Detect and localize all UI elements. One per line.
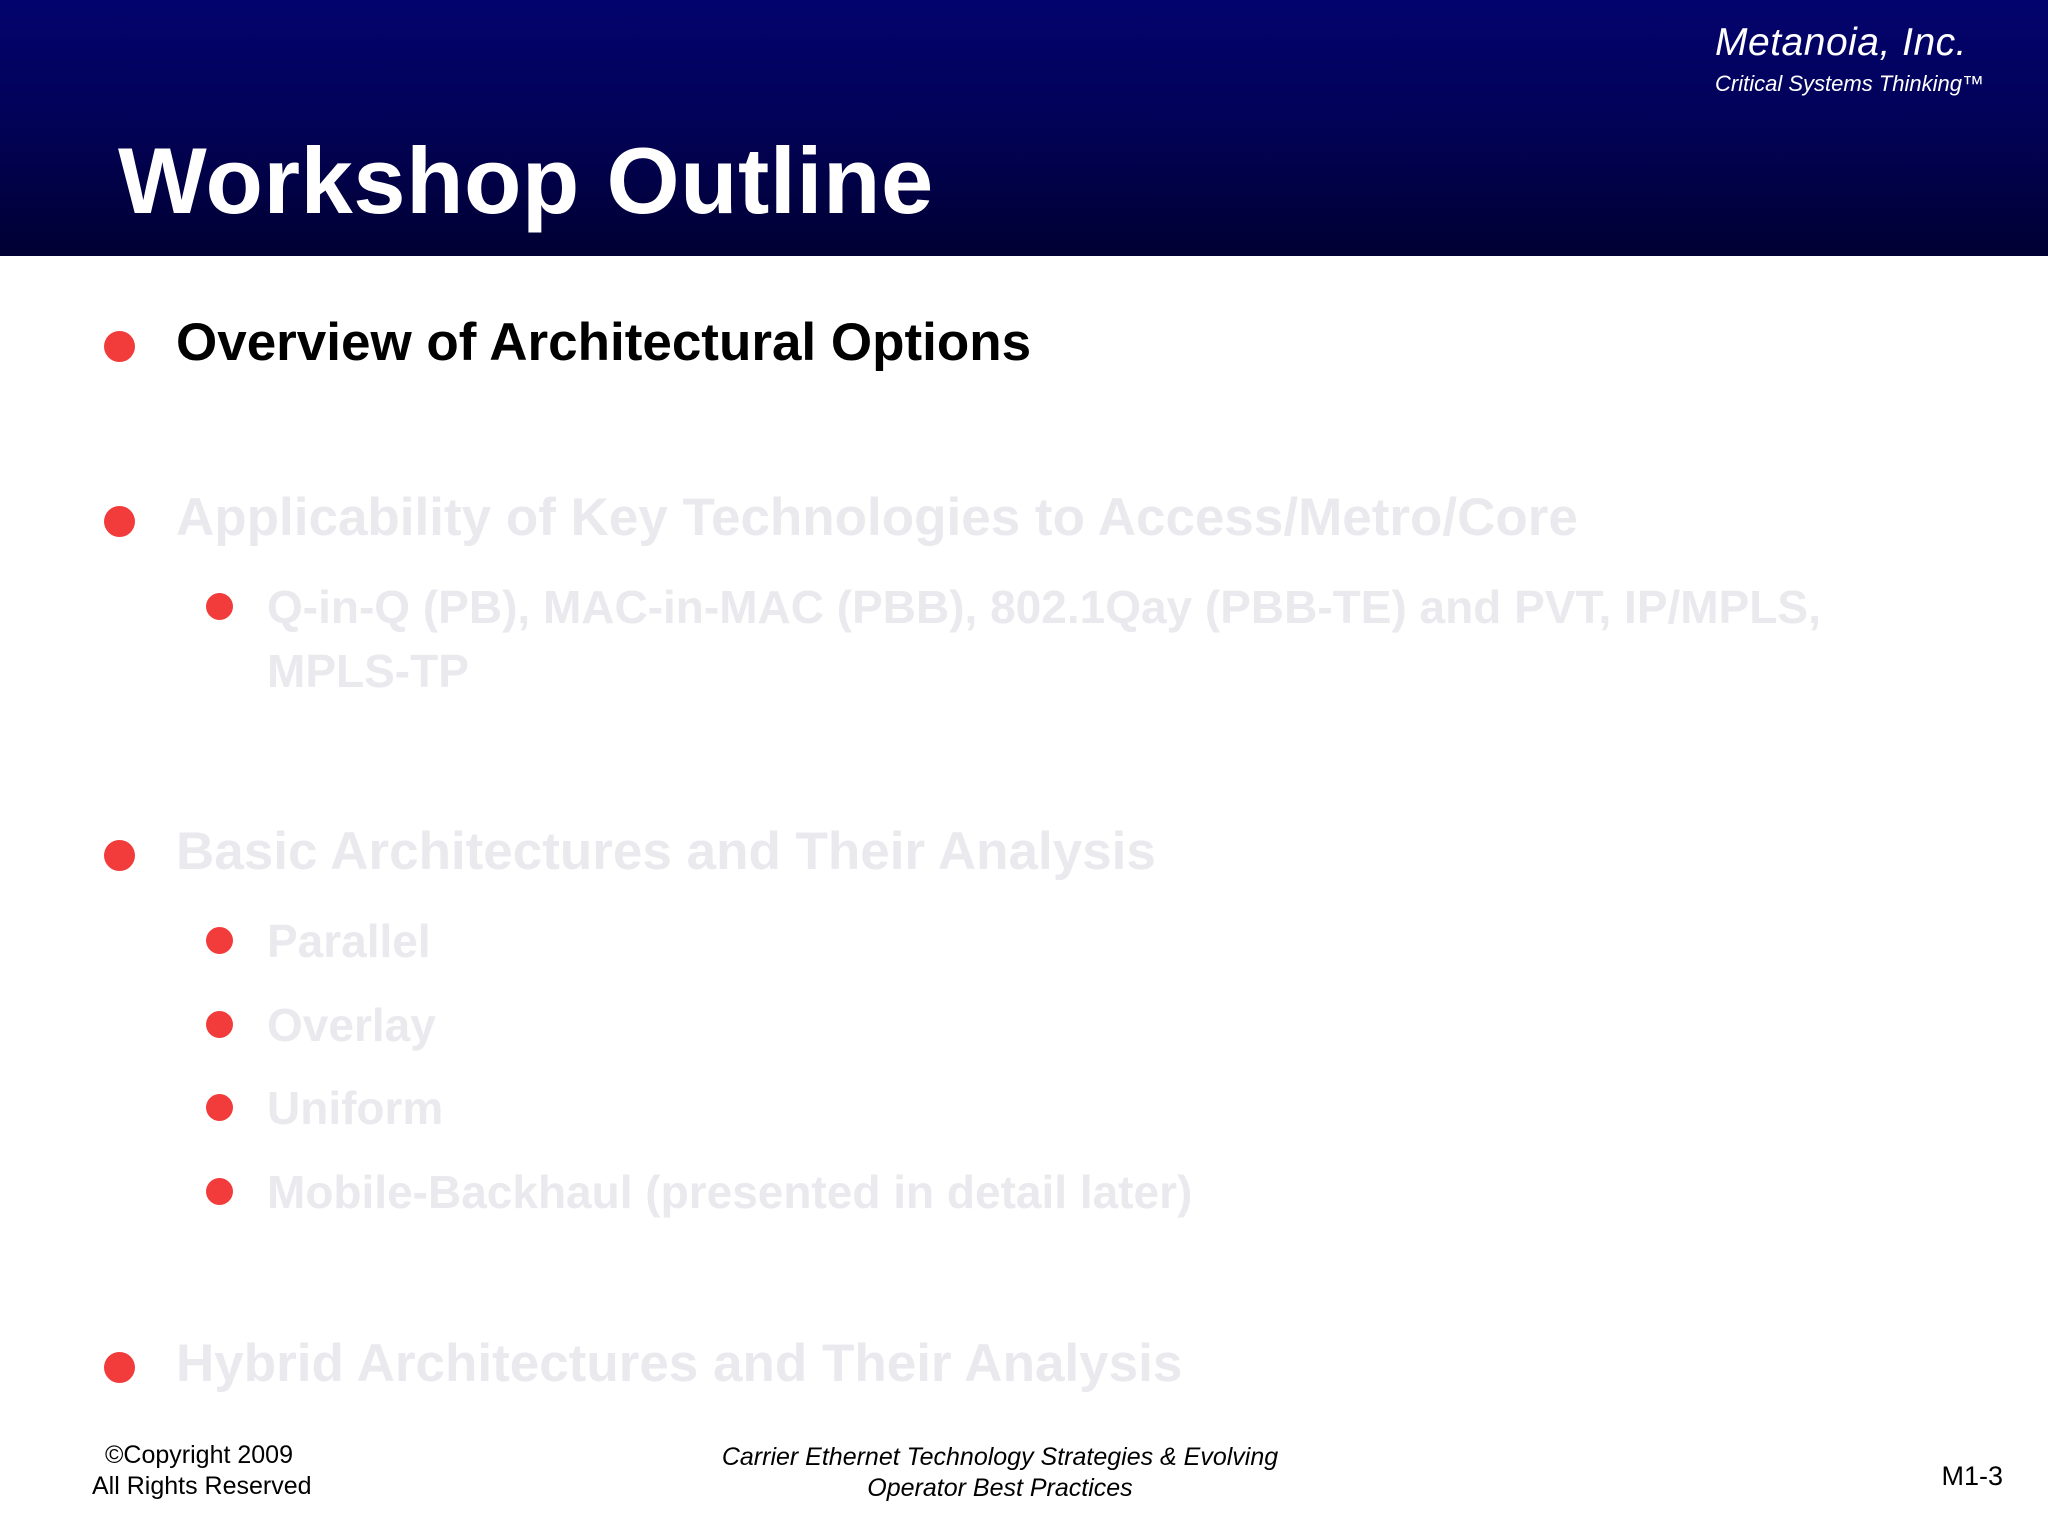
bullet-icon: [104, 506, 135, 537]
outline-item-text: Basic Architectures and Their Analysis: [176, 822, 1156, 881]
slide-header: [0, 0, 2048, 256]
footer-copyright: [92, 1440, 312, 1502]
bullet-icon: [206, 927, 233, 954]
bullet-icon: [206, 1094, 233, 1121]
company-tagline: Critical Systems Thinking™: [1715, 71, 1984, 96]
outline-item-text: Overview of Architectural Options: [176, 313, 1032, 372]
company-name: Metanoia, Inc.: [1715, 21, 1968, 64]
outline-item-text-continued: MPLS-TP: [267, 645, 469, 697]
bullet-icon: [104, 840, 135, 871]
outline-item-text: Q-in-Q (PB), MAC-in-MAC (PBB), 802.1Qay (PBB-TE) and PVT, IP/MPLS,: [267, 581, 1821, 633]
bullet-icon: [104, 1352, 135, 1383]
course-title-line2: Operator Best Practices: [867, 1474, 1133, 1502]
outline-item-text: Overlay: [267, 999, 436, 1051]
company-logo-text: [1715, 20, 1984, 98]
bullet-icon: [104, 331, 135, 362]
outline-item-text: Uniform: [267, 1082, 444, 1134]
outline-item-text: Hybrid Architectures and Their Analysis: [176, 1334, 1183, 1393]
rights-text: All Rights Reserved: [92, 1472, 312, 1500]
outline-item-text: Parallel: [267, 915, 431, 967]
bullet-icon: [206, 1011, 233, 1038]
outline-item-text: Mobile-Backhaul (presented in detail later): [267, 1166, 1193, 1218]
page-number: M1-3: [1941, 1461, 2003, 1491]
copyright-text: ©Copyright 2009: [105, 1441, 293, 1469]
course-title-line1: Carrier Ethernet Technology Strategies & Evolving: [721, 1443, 1279, 1471]
bullet-icon: [206, 1178, 233, 1205]
outline-item-text: Applicability of Key Technologies to Access/Metro/Core: [176, 488, 1578, 547]
footer-course-title: [600, 1442, 1400, 1504]
slide-title: Workshop Outline: [118, 128, 934, 233]
bullet-icon: [206, 593, 233, 620]
